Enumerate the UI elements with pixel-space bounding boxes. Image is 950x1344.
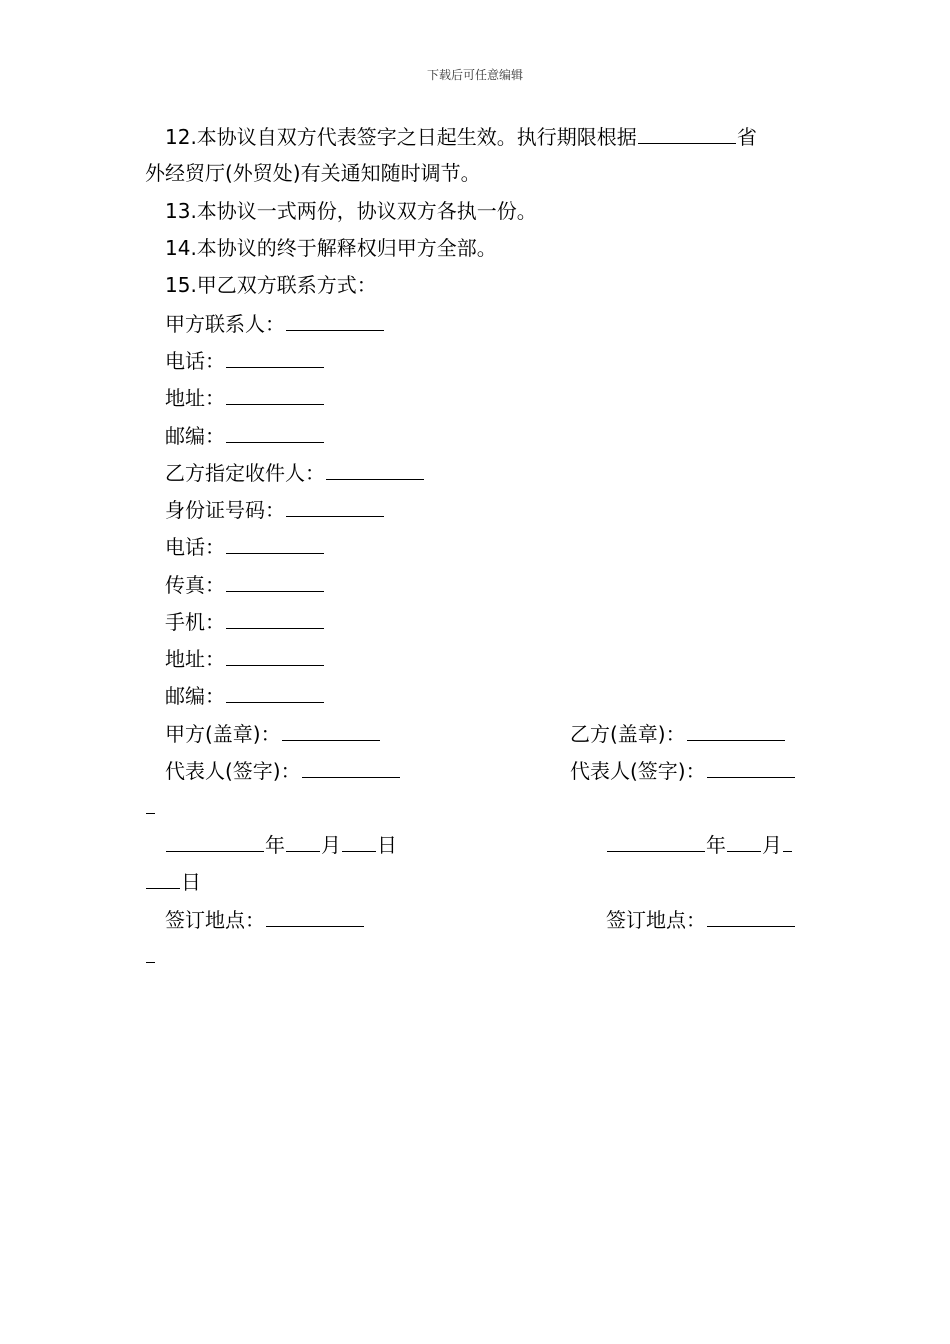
- party-b-day-field[interactable]: [146, 868, 180, 889]
- party-b-id-label: 身份证号码：: [165, 498, 285, 522]
- party-a-contact-row: [165, 310, 385, 337]
- party-b-rep-field-overflow[interactable]: [146, 793, 155, 814]
- party-b-recipient-field[interactable]: [326, 459, 424, 480]
- party-b-seal-label: 乙方(盖章)：: [570, 722, 686, 746]
- party-b-rep-row: [570, 757, 796, 784]
- clause-12-province-suffix: 省: [736, 125, 757, 149]
- party-a-date-row: [165, 831, 397, 858]
- party-b-postcode-label: 邮编：: [165, 684, 225, 708]
- party-b-place-overflow: [145, 942, 156, 969]
- party-b-address-row: [165, 645, 325, 672]
- party-a-day-field[interactable]: [342, 831, 376, 852]
- party-a-place-field[interactable]: [266, 906, 364, 927]
- party-b-place-label: 签订地点：: [606, 908, 706, 932]
- party-b-mobile-label: 手机：: [165, 610, 225, 634]
- party-a-rep-row: [165, 757, 401, 784]
- party-a-phone-label: 电话：: [165, 349, 225, 373]
- party-b-seal-field[interactable]: [687, 720, 785, 741]
- party-a-contact-label: 甲方联系人：: [165, 312, 285, 336]
- party-b-phone-row: [165, 533, 325, 560]
- clause-13: 13.本协议一式两份，协议双方各执一份。: [165, 199, 537, 223]
- party-a-postcode-label: 邮编：: [165, 424, 225, 448]
- party-b-recipient-label: 乙方指定收件人：: [165, 461, 325, 485]
- party-b-day-label: 日: [181, 870, 201, 894]
- party-b-id-field[interactable]: [286, 496, 384, 517]
- party-b-address-field[interactable]: [226, 645, 324, 666]
- party-a-rep-field[interactable]: [302, 757, 400, 778]
- party-b-address-label: 地址：: [165, 647, 225, 671]
- party-b-month-label: 月: [762, 833, 782, 857]
- party-b-fax-row: [165, 571, 325, 598]
- party-a-place-label: 签订地点：: [165, 908, 265, 932]
- page-header-note: 下载后可任意编辑: [426, 68, 523, 82]
- party-b-phone-label: 电话：: [165, 535, 225, 559]
- party-a-seal-label: 甲方(盖章)：: [165, 722, 281, 746]
- party-b-rep-field[interactable]: [707, 757, 795, 778]
- party-b-postcode-row: [165, 682, 325, 709]
- party-a-day-label: 日: [377, 833, 397, 857]
- party-a-year-label: 年: [265, 833, 285, 857]
- party-a-contact-field[interactable]: [286, 310, 384, 331]
- party-a-address-field[interactable]: [226, 384, 324, 405]
- party-a-place-row: [165, 906, 365, 933]
- party-a-postcode-field[interactable]: [226, 422, 324, 443]
- party-b-mobile-row: [165, 608, 325, 635]
- party-b-rep-overflow: [145, 793, 156, 820]
- clause-15: 15.甲乙双方联系方式：: [165, 273, 377, 297]
- party-b-year-label: 年: [706, 833, 726, 857]
- party-b-year-field[interactable]: [607, 831, 705, 852]
- party-a-month-label: 月: [321, 833, 341, 857]
- clause-12-text: 12.本协议自双方代表签字之日起生效。执行期限根据: [165, 125, 637, 149]
- party-b-recipient-row: [165, 459, 425, 486]
- party-b-month-field[interactable]: [727, 831, 761, 852]
- party-b-postcode-field[interactable]: [226, 682, 324, 703]
- party-a-phone-row: [165, 347, 325, 374]
- party-a-year-field[interactable]: [166, 831, 264, 852]
- party-b-place-field[interactable]: [707, 906, 795, 927]
- blank-province[interactable]: [638, 123, 736, 144]
- party-b-place-row: [606, 906, 796, 933]
- party-b-fax-field[interactable]: [226, 571, 324, 592]
- party-a-seal-row: [165, 720, 381, 747]
- party-b-date-overflow: [145, 868, 201, 895]
- party-a-rep-label: 代表人(签字)：: [165, 759, 301, 783]
- party-a-month-field[interactable]: [286, 831, 320, 852]
- party-b-seal-row: [570, 720, 786, 747]
- party-b-id-row: [165, 496, 385, 523]
- party-b-phone-field[interactable]: [226, 533, 324, 554]
- clause-12-line1: [165, 123, 757, 150]
- party-a-postcode-row: [165, 422, 325, 449]
- clause-14: 14.本协议的终于解释权归甲方全部。: [165, 236, 497, 260]
- clause-12-line2: 外经贸厅(外贸处)有关通知随时调节。: [145, 161, 481, 185]
- party-a-address-label: 地址：: [165, 386, 225, 410]
- party-b-day-field-start[interactable]: [783, 831, 792, 852]
- party-b-place-field-overflow[interactable]: [146, 942, 155, 963]
- party-b-rep-label: 代表人(签字)：: [570, 759, 706, 783]
- party-b-mobile-field[interactable]: [226, 608, 324, 629]
- party-b-fax-label: 传真：: [165, 573, 225, 597]
- party-a-address-row: [165, 384, 325, 411]
- party-a-phone-field[interactable]: [226, 347, 324, 368]
- party-a-seal-field[interactable]: [282, 720, 380, 741]
- party-b-date-row: [606, 831, 793, 858]
